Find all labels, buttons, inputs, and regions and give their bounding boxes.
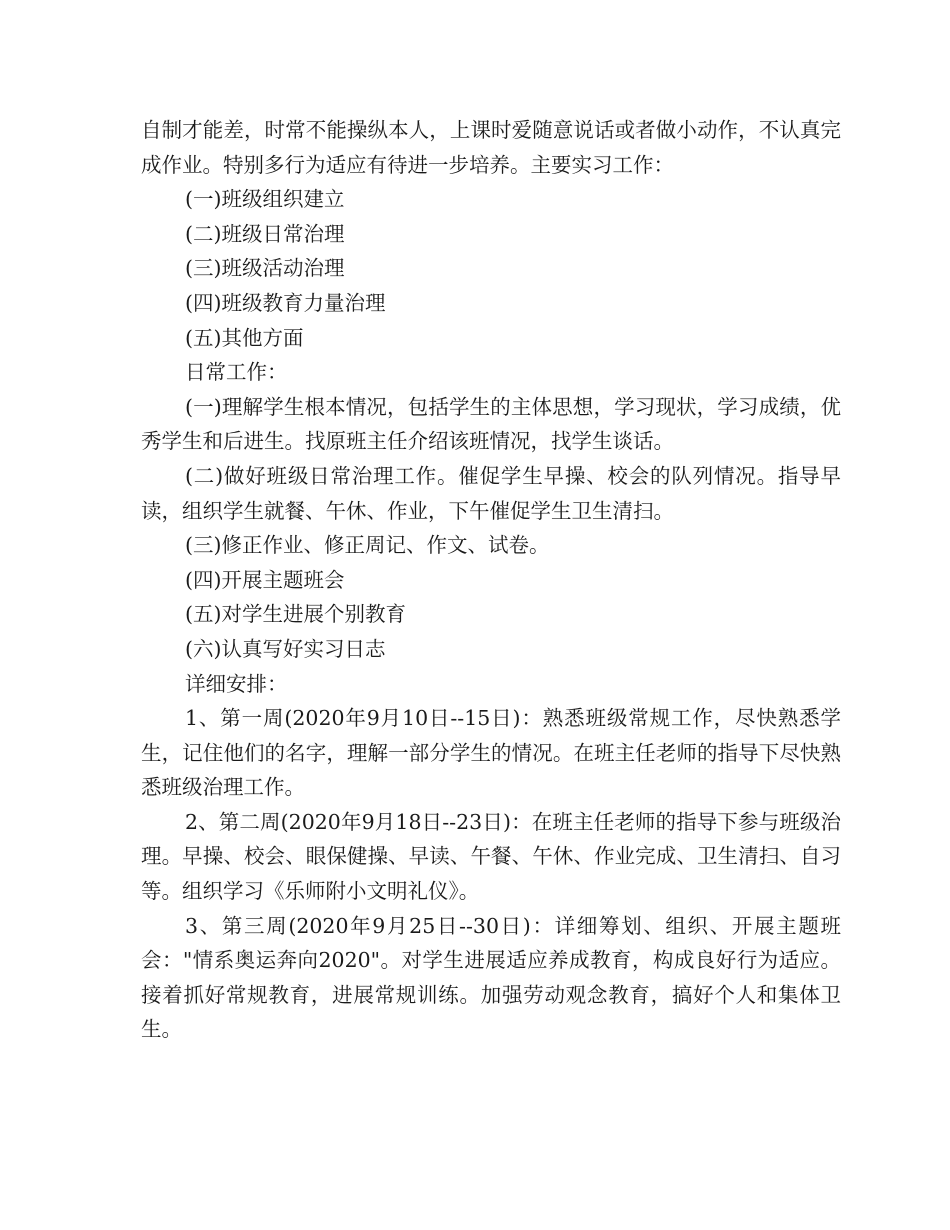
schedule-week-1: 1、第一周(2020年9月10日--15日)：熟悉班级常规工作，尽快熟悉学生，记住他们的名字，理解一部分学生的情况。在班主任老师的指导下尽快熟悉班级治理工作。 xyxy=(141,706,841,800)
section-item-activity-management: (三)班级活动治理 xyxy=(185,256,345,281)
schedule-week-2: 2、第二周(2020年9月18日--23日)：在班主任老师的指导下参与班级治理。早操、校会、眼保健操、早读、午餐、午休、作业完成、卫生清扫、自习等。组织学习《乐师附小文明礼仪》。 xyxy=(141,809,841,904)
paragraph: (一)理解学生根本情况，包括学生的主体思想，学习现状，学习成绩，优秀学生和后进生。找原班主任介绍该班情况，找学生谈话。 xyxy=(141,394,841,454)
schedule-week-3: 3、第三周(2020年9月25日--30日)：详细筹划、组织、开展主题班会："情系奥运奔向2020"。对学生进展适应养成教育，构成良好行为适应。接着抓好常规教育，进展常规训练。加强劳动观念教育，搞好个人和集体卫生。 xyxy=(141,913,841,1042)
paragraph: (四)开展主题班会 xyxy=(185,567,345,592)
paragraph: (五)对学生进展个别教育 xyxy=(185,602,406,627)
paragraph: (二)做好班级日常治理工作。催促学生早操、校会的队列情况。指导早读，组织学生就餐、午休、作业，下午催促学生卫生清扫。 xyxy=(141,463,841,523)
document-body xyxy=(141,113,841,1047)
section-item-education-management: (四)班级教育力量治理 xyxy=(185,290,386,315)
section-item-organization: (一)班级组织建立 xyxy=(185,187,345,212)
heading-daily-work: 日常工作： xyxy=(185,360,288,385)
section-item-daily-management: (二)班级日常治理 xyxy=(185,221,345,246)
paragraph: (三)修正作业、修正周记、作文、试卷。 xyxy=(185,533,550,558)
paragraph: 自制才能差，时常不能操纵本人，上课时爱随意说话或者做小动作，不认真完成作业。特别多行为适应有待进一步培养。主要实习工作： xyxy=(141,118,841,177)
heading-detailed-schedule: 详细安排： xyxy=(185,671,288,696)
section-item-other: (五)其他方面 xyxy=(185,325,304,350)
paragraph: (六)认真写好实习日志 xyxy=(185,636,386,661)
